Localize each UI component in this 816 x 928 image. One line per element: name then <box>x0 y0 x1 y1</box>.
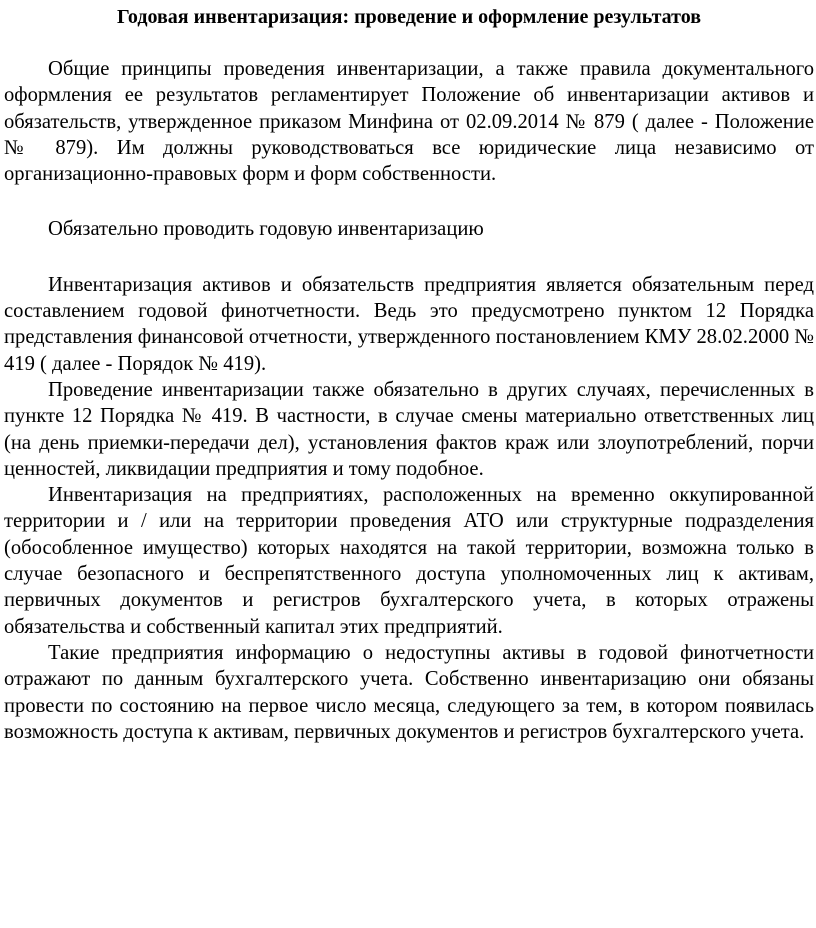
spacer <box>4 30 814 56</box>
section-heading: Обязательно проводить годовую инвентаризацию <box>48 218 484 241</box>
paragraph-other-cases: Проведение инвентаризации также обязательно в других случаях, перечисленных в пункте 12 Порядка № 419. В частности, в случае смены материально ответственных лиц (на день приемки-передачи дел), установления фактов краж или злоупотреблений, порчи ценностей, ликвидации предприятия и тому подобное. <box>4 378 814 480</box>
paragraph-obligation: Инвентаризация активов и обязательств предприятия является обязательным перед составлением годовой финотчетности. Ведь это предусмотрено пунктом 12 Порядка представления финансовой отчетности, утвержденного постановлением КМУ 28.02.2000 № 419 ( далее - Порядок № 419). <box>4 273 814 375</box>
document-title: Годовая инвентаризация: проведение и оформление результатов <box>116 6 702 28</box>
spacer <box>4 187 814 216</box>
paragraph-occupied-territory: Инвентаризация на предприятиях, расположенных на временно оккупированной территории и / или на территории проведения АТО или структурные подразделения (обособленное имущество) которых находятся на такой территории, возможна только в случае безопасного и беспрепятственного доступа уполномоченных лиц к активам, первичных документов и регистров бухгалтерского учета, в которых отражены обязательства и собственный капитал этих предприятий. <box>4 484 814 638</box>
paragraph-intro: Общие принципы проведения инвентаризации, а также правила документального оформления ее результатов регламентирует Положение об инвентаризации активов и обязательств, утвержденное приказом Минфина от 02.09.2014 № 879 ( далее - Положение № 879). Им должны руководствоваться все юридические лица независимо от организационно-правовых форм и форм собственности. <box>4 58 814 186</box>
paragraph-reporting: Такие предприятия информацию о недоступны активы в годовой финотчетности отражают по данным бухгалтерского учета. Собственно инвентаризацию они обязаны провести по состоянию на первое число месяца, следующего за тем, в котором появилась возможность доступа к активам, первичных документов и регистров бухгалтерского учета. <box>4 641 814 743</box>
spacer <box>4 243 814 272</box>
